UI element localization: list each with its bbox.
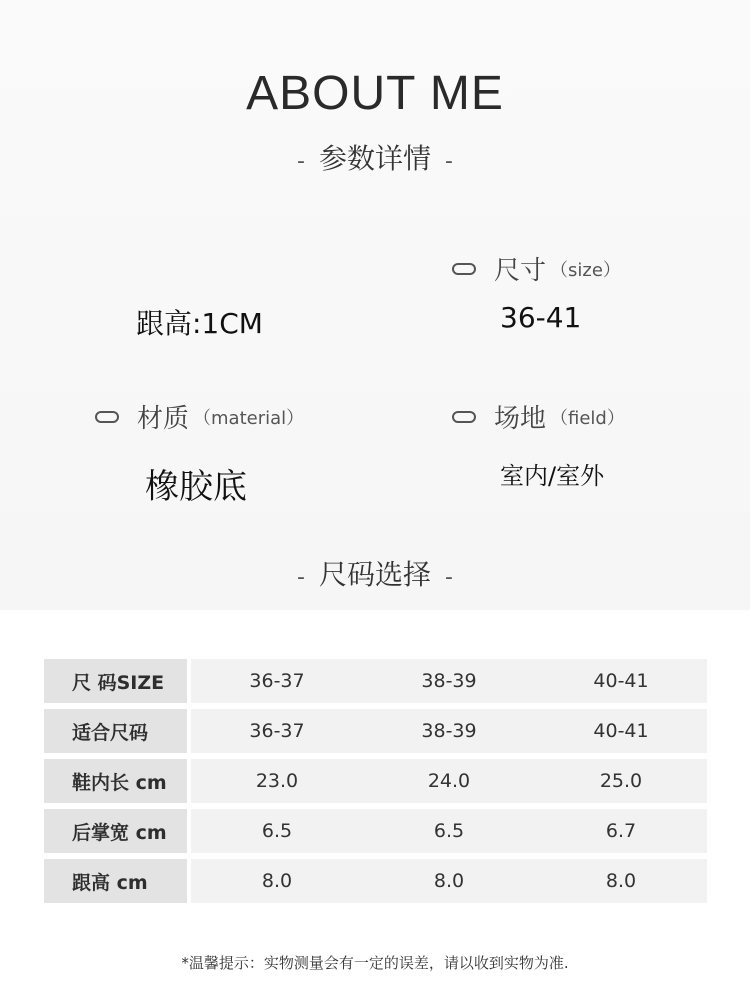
params-subtitle-text: 参数详情 <box>318 142 431 175</box>
table-cell: 25.0 <box>535 759 707 803</box>
field-label <box>452 398 625 435</box>
material-value: 橡胶底 <box>145 467 247 507</box>
table-cell: 38-39 <box>363 659 535 703</box>
table-cell: 6.5 <box>191 809 363 853</box>
table-cell: 8.0 <box>191 859 363 903</box>
row-header: 适合尺码 <box>44 709 187 753</box>
subtitle-dash-right: - <box>445 565 453 590</box>
subtitle-dash-left: - <box>297 565 305 590</box>
table-cell: 8.0 <box>535 859 707 903</box>
size-label <box>452 250 621 287</box>
table-cell: 6.7 <box>535 809 707 853</box>
field-label-text: 场地 <box>494 404 547 434</box>
size-label-text: 尺寸 <box>494 256 547 286</box>
table-cell: 38-39 <box>363 709 535 753</box>
table-cell: 6.5 <box>363 809 535 853</box>
table-row <box>44 709 707 753</box>
table-row <box>44 759 707 803</box>
field-value: 室内/室外 <box>500 462 605 490</box>
size-section-title <box>0 553 750 593</box>
field-label-en: （field） <box>550 407 625 429</box>
subtitle-dash-left: - <box>297 149 305 174</box>
material-label-en: （material） <box>193 407 305 429</box>
size-table <box>44 653 707 909</box>
disclaimer-note: *温馨提示：实物测量会有一定的误差，请以收到实物为准. <box>181 954 569 972</box>
table-cell: 23.0 <box>191 759 363 803</box>
params-subtitle <box>0 137 750 177</box>
table-row <box>44 859 707 903</box>
table-cell: 40-41 <box>535 659 707 703</box>
table-row <box>44 659 707 703</box>
table-cell: 8.0 <box>363 859 535 903</box>
row-header: 尺 码SIZE <box>44 659 187 703</box>
pill-icon <box>95 411 119 423</box>
subtitle-dash-right: - <box>445 149 453 174</box>
page-title: ABOUT ME <box>246 67 504 120</box>
table-cell: 36-37 <box>191 659 363 703</box>
size-label-en: （size） <box>550 259 621 281</box>
table-cell: 24.0 <box>363 759 535 803</box>
pill-icon <box>452 411 476 423</box>
row-header: 鞋内长 cm <box>44 759 187 803</box>
material-label-text: 材质 <box>137 404 190 434</box>
material-label <box>95 398 304 435</box>
pill-icon <box>452 263 476 275</box>
row-header: 后掌宽 cm <box>44 809 187 853</box>
row-header: 跟高 cm <box>44 859 187 903</box>
table-cell: 36-37 <box>191 709 363 753</box>
size-value: 36-41 <box>500 301 582 334</box>
size-section-title-text: 尺码选择 <box>318 558 431 591</box>
table-cell: 40-41 <box>535 709 707 753</box>
table-row <box>44 809 707 853</box>
heel-height-value: 跟高:1CM <box>136 307 263 340</box>
